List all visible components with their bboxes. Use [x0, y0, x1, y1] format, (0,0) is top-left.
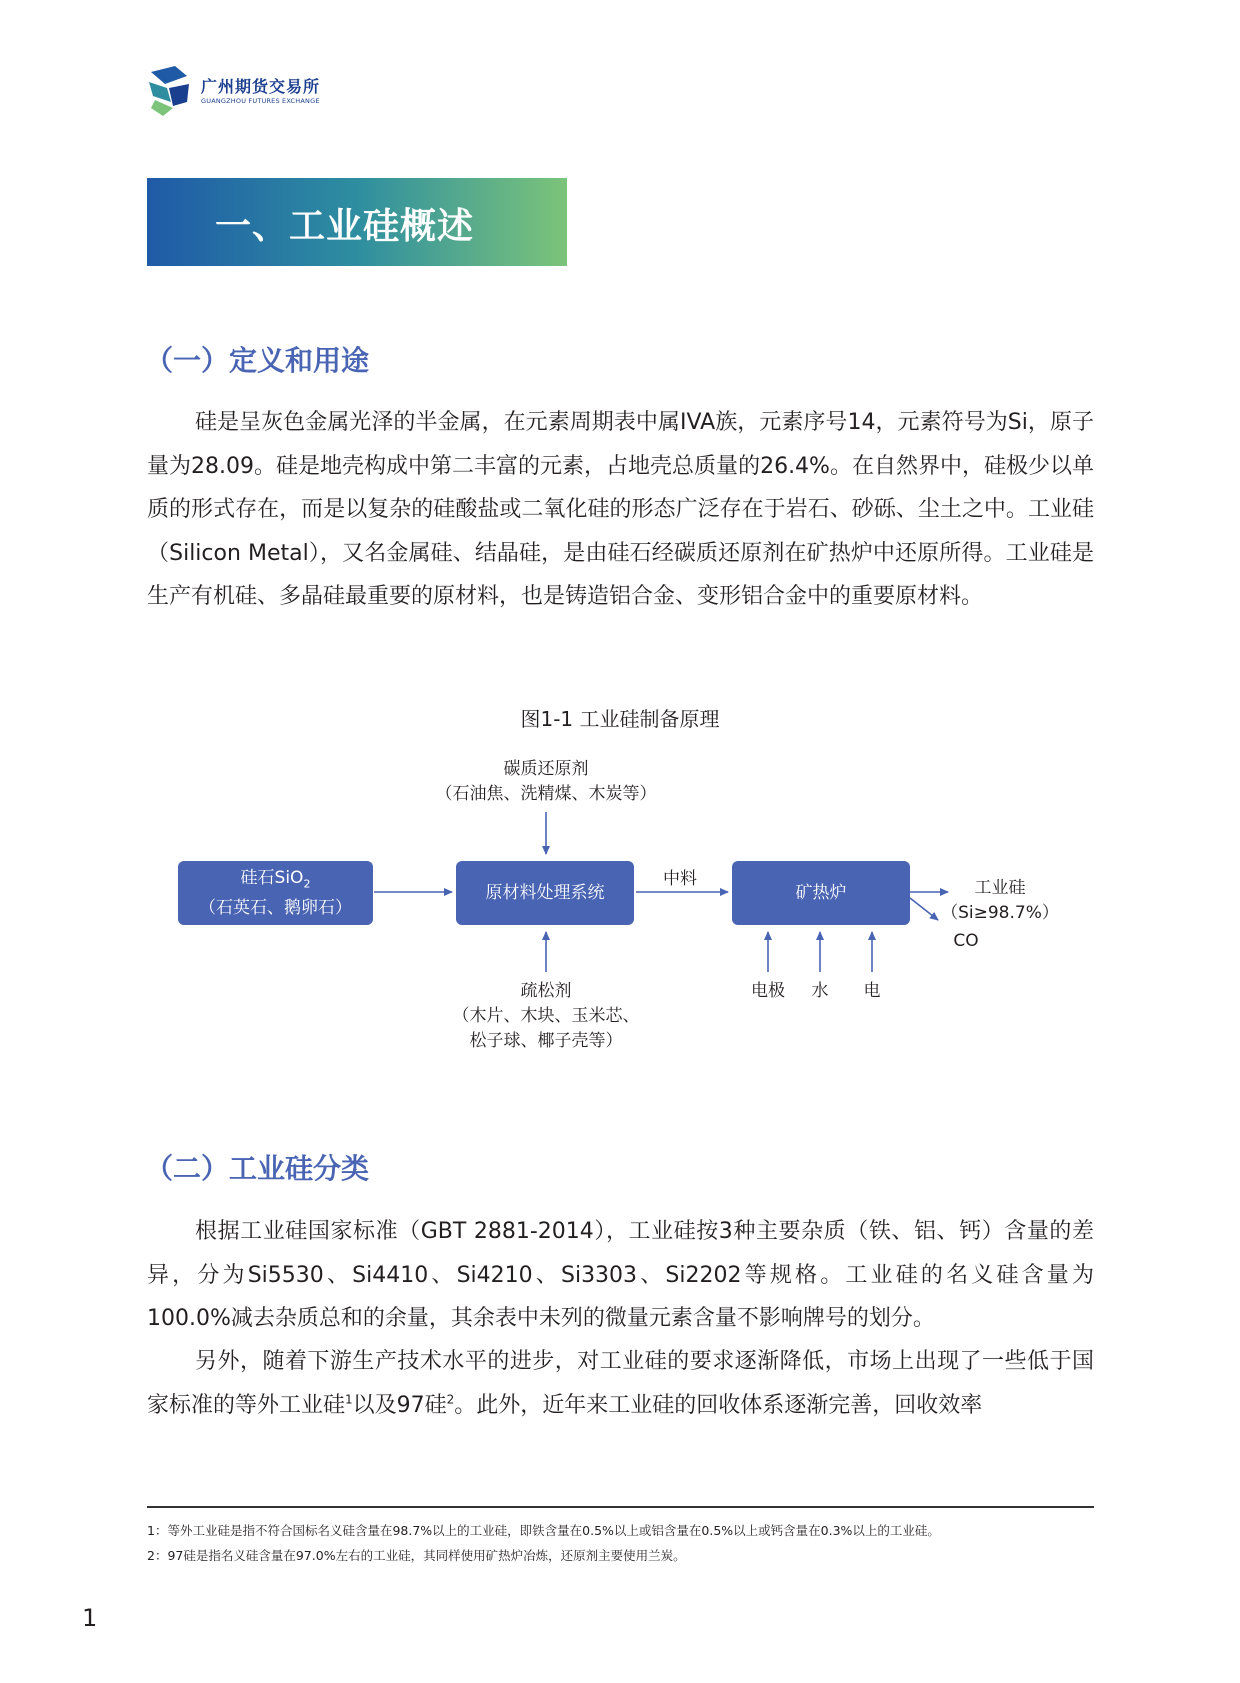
section-heading-classification: （二）工业硅分类	[145, 1152, 370, 1185]
reductant-label-detail: （石油焦、洗精煤、木炭等）	[435, 784, 657, 804]
page-number: 1	[82, 1604, 98, 1632]
substandard-text-a: 另外，随着下游生产技术水平的进步，对工业硅的要求逐渐降低，市场上出现了一些低于国家标准的等外工业硅	[147, 1349, 1094, 1418]
reductant-label-title: 碳质还原剂	[503, 759, 589, 779]
furnace-box	[732, 861, 910, 925]
power-label: 电	[863, 981, 881, 1001]
loosening-label-detail-2: 松子球、椰子壳等）	[469, 1031, 623, 1051]
water-label: 水	[811, 981, 829, 1001]
loosening-label-title: 疏松剂	[520, 981, 572, 1001]
silica-box	[178, 861, 373, 925]
silica-box-formula: 硅石SiO	[240, 867, 304, 888]
definition-paragraph: 硅是呈灰色金属光泽的半金属，在元素周期表中属IVA族，元素序号14，元素符号为Si，原子量为28.09。硅是地壳构成中第二丰富的元素，占地壳总质量的26.4%。在自然界中，硅极少以单质的形式存在，而是以复杂的硅酸盐或二氧化硅的形态广泛存在于岩石、砂砾、尘土之中。工业硅（Silicon Metal），又名金属硅、结晶硅，是由硅石经碳质还原剂在矿热炉中还原所得。工业硅是生产有机硅、多晶硅最重要的原材料，也是铸造铝合金、变形铝合金中的重要原材料。	[147, 410, 1094, 609]
chapter-title: 一、工业硅概述	[215, 206, 475, 247]
footnote-divider	[147, 1506, 1094, 1508]
chapter-banner	[147, 178, 567, 266]
substandard-text-c: 。此外，近年来工业硅的回收体系逐渐完善，回收效率	[454, 1392, 983, 1418]
furnace-label: 矿热炉	[795, 883, 847, 903]
reductant-label	[416, 757, 676, 807]
silicon-output-label	[940, 876, 1060, 926]
substandard-paragraph	[147, 1340, 1094, 1427]
logo-mark-icon	[145, 62, 193, 118]
electrode-label: 电极	[751, 981, 785, 1001]
figure-title: 图1-1 工业硅制备原理	[520, 707, 720, 731]
arrow-furnace-to-co	[910, 898, 938, 920]
silicon-output-title: 工业硅	[974, 878, 1026, 898]
section-heading-definition: （一）定义和用途	[145, 344, 370, 377]
footnote-2: 2：97硅是指名义硅含量在97.0%左右的工业硅，其同样使用矿热炉冶炼，还原剂主要使用兰炭。	[147, 1548, 686, 1563]
footnote-ref-1: 1	[345, 1392, 353, 1407]
silica-box-detail: （石英石、鹅卵石）	[199, 898, 352, 919]
process-system-label: 原材料处理系统	[485, 883, 605, 903]
loosening-agent-label	[416, 979, 676, 1054]
silica-box-subscript: 2	[303, 877, 311, 891]
footnote-ref-2: 2	[446, 1392, 455, 1407]
silicon-output-purity: （Si≥98.7%）	[941, 903, 1059, 923]
logo-english-name: GUANGZHOU FUTURES EXCHANGE	[201, 97, 320, 105]
loosening-label-detail-1: （木片、木块、玉米芯、	[452, 1006, 640, 1026]
middle-material-label: 中料	[663, 869, 697, 889]
footnote-1: 1：等外工业硅是指不符合国标名义硅含量在98.7%以上的工业硅，即铁含量在0.5%以上或铝含量在0.5%以上或钙含量在0.3%以上的工业硅。	[147, 1523, 940, 1538]
process-system-box	[456, 861, 634, 925]
co-output-label: CO	[953, 931, 979, 951]
substandard-text-b: 以及97硅	[352, 1392, 447, 1418]
classification-paragraph: 根据工业硅国家标准（GBT 2881-2014），工业硅按3种主要杂质（铁、铝、钙）含量的差异，分为Si5530、Si4410、Si4210、Si3303、Si2202等规格。工业硅的名义硅含量为100.0%减去杂质总和的余量，其余表中未列的微量元素含量不影响牌号的划分。	[147, 1219, 1094, 1331]
logo-chinese-name: 广州期货交易所	[201, 77, 321, 96]
